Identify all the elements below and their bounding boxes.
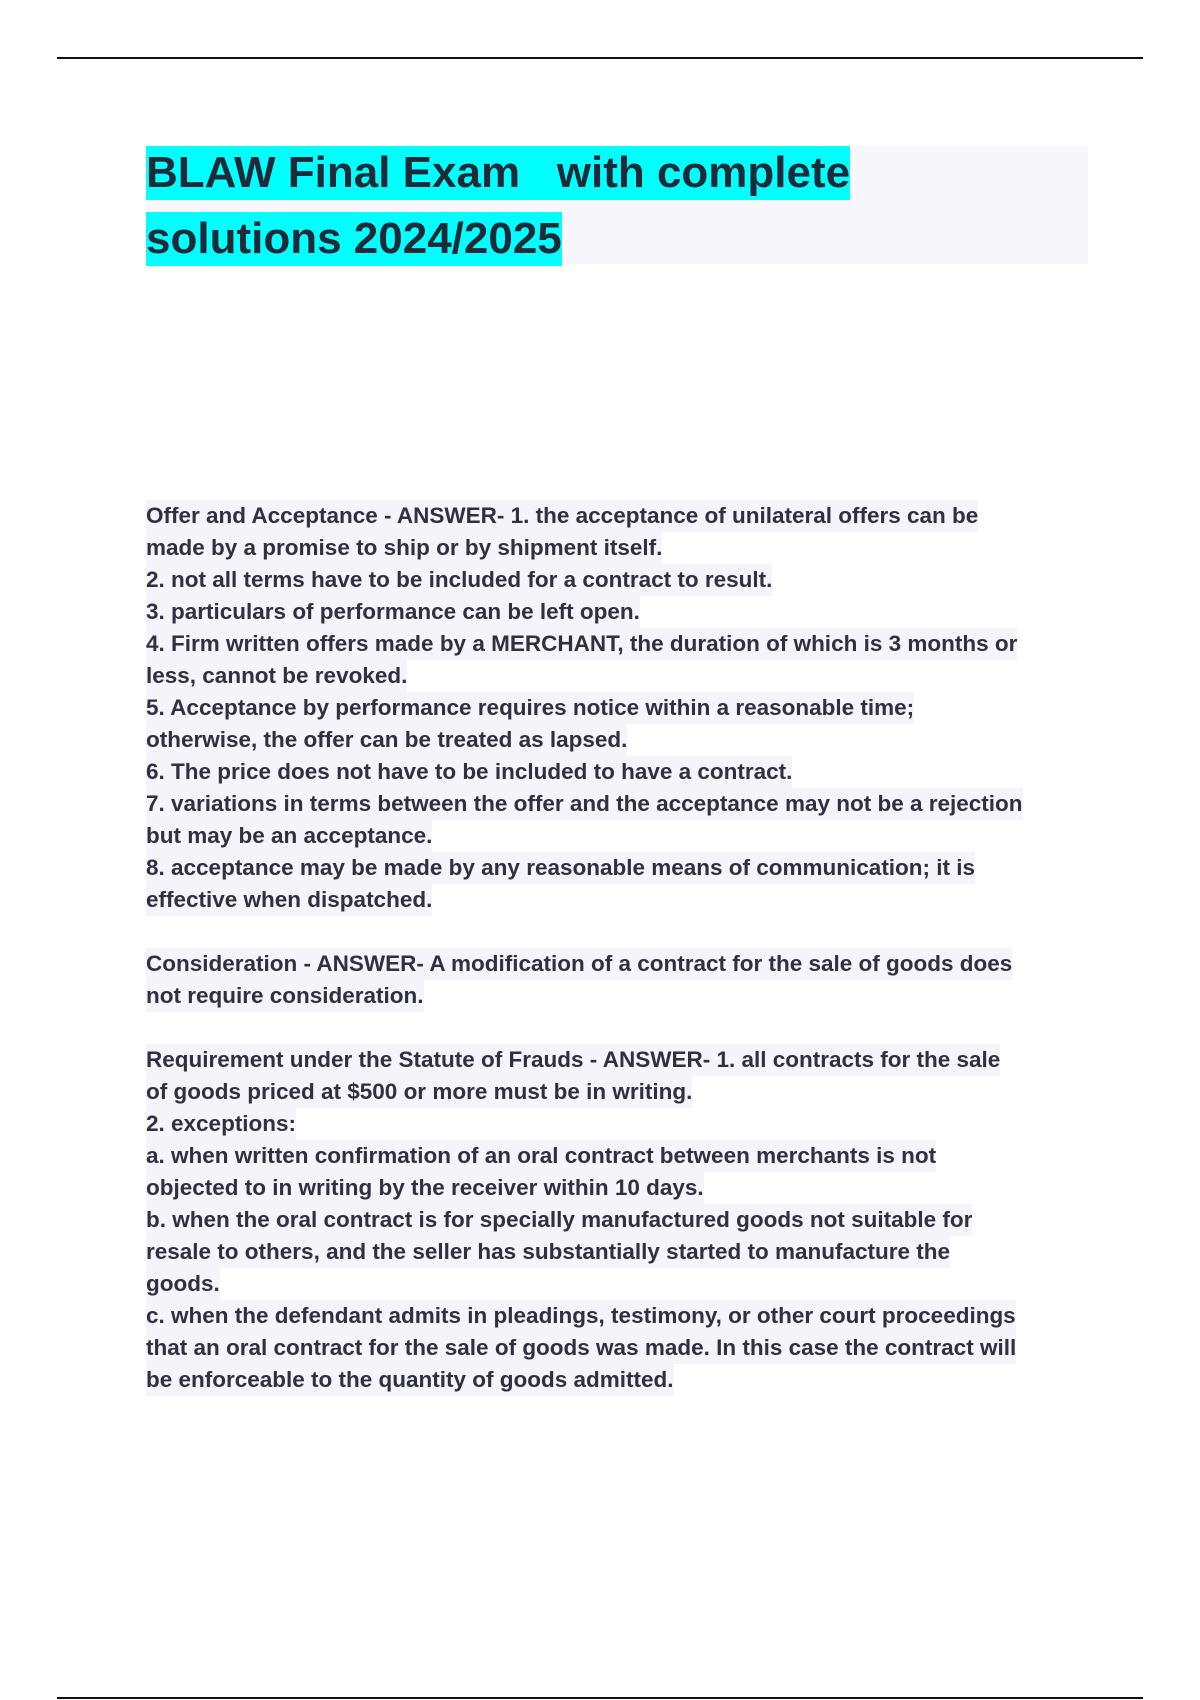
section-spacer <box>146 1012 1096 1044</box>
document-body <box>146 500 1096 1396</box>
text-line: resale to others, and the seller has substantially started to manufacture the <box>146 1236 950 1268</box>
section-spacer <box>146 916 1096 948</box>
text-line: 2. exceptions: <box>146 1108 296 1140</box>
text-line: that an oral contract for the sale of goods was made. In this case the contract will <box>146 1332 1016 1364</box>
text-line: effective when dispatched. <box>146 884 432 916</box>
document-title <box>146 146 1088 264</box>
text-line: less, cannot be revoked. <box>146 660 407 692</box>
text-line: 3. particulars of performance can be left open. <box>146 596 640 628</box>
title-line-2: solutions 2024/2025 <box>146 212 562 266</box>
text-line: objected to in writing by the receiver within 10 days. <box>146 1172 704 1204</box>
text-line: Consideration - ANSWER- A modification of a contract for the sale of goods does <box>146 948 1012 980</box>
top-divider <box>57 57 1143 59</box>
text-line: a. when written confirmation of an oral contract between merchants is not <box>146 1140 936 1172</box>
text-line: made by a promise to ship or by shipment itself. <box>146 532 662 564</box>
text-line: be enforceable to the quantity of goods admitted. <box>146 1364 674 1396</box>
text-line: otherwise, the offer can be treated as lapsed. <box>146 724 627 756</box>
text-line: Offer and Acceptance - ANSWER- 1. the acceptance of unilateral offers can be <box>146 500 978 532</box>
section-statute-of-frauds <box>146 1044 1096 1396</box>
text-line: 6. The price does not have to be included to have a contract. <box>146 756 792 788</box>
text-line: goods. <box>146 1268 220 1300</box>
section-consideration <box>146 948 1096 1012</box>
text-line: 2. not all terms have to be included for a contract to result. <box>146 564 772 596</box>
text-line: 8. acceptance may be made by any reasonable means of communication; it is <box>146 852 975 884</box>
text-line: 5. Acceptance by performance requires notice within a reasonable time; <box>146 692 914 724</box>
section-offer-and-acceptance <box>146 500 1096 916</box>
text-line: b. when the oral contract is for specially manufactured goods not suitable for <box>146 1204 972 1236</box>
bottom-divider <box>57 1697 1143 1699</box>
text-line: Requirement under the Statute of Frauds - ANSWER- 1. all contracts for the sale <box>146 1044 1000 1076</box>
text-line: not require consideration. <box>146 980 424 1012</box>
text-line: 4. Firm written offers made by a MERCHANT, the duration of which is 3 months or <box>146 628 1017 660</box>
text-line: 7. variations in terms between the offer and the acceptance may not be a rejection <box>146 788 1023 820</box>
text-line: but may be an acceptance. <box>146 820 432 852</box>
text-line: of goods priced at $500 or more must be in writing. <box>146 1076 692 1108</box>
text-line: c. when the defendant admits in pleadings, testimony, or other court proceedings <box>146 1300 1016 1332</box>
title-line-1: BLAW Final Exam with complete <box>146 146 850 200</box>
